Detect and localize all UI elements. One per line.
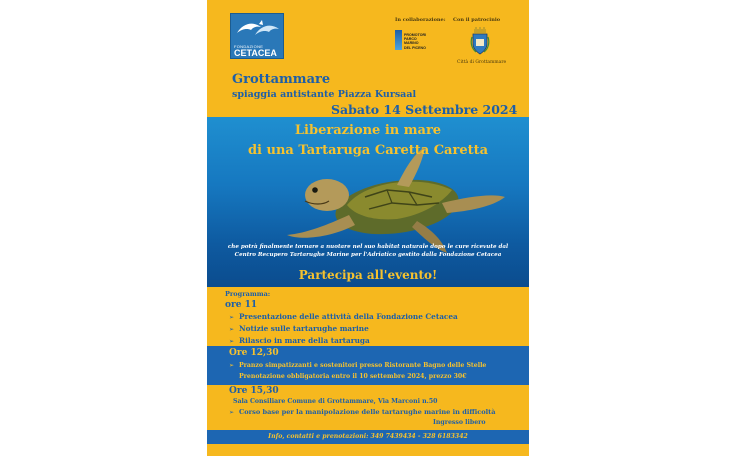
- participate-callout: Partecipa all'evento!: [298, 268, 438, 282]
- slot2-time: Ore 12,30: [229, 348, 279, 358]
- parco-marino-mark-icon: [395, 30, 402, 50]
- collab-logo-line: MARINO: [404, 41, 419, 46]
- logo-subtitle: FONDAZIONE: [234, 44, 264, 49]
- arrow-bullet-icon: ➢: [229, 338, 235, 345]
- program-item-text: Rilascio in mare della tartaruga: [239, 336, 370, 345]
- collaboration-label: In collaborazione:: [395, 17, 446, 23]
- program-item-text: Presentazione delle attività della Fondazione Cetacea: [239, 312, 458, 321]
- arrow-bullet-icon: ➢: [229, 362, 235, 369]
- description-line: Centro Recupero Tartarughe Marine per l'Adriatico gestito dalla Fondazione Cetacea: [234, 252, 502, 258]
- program-item: [229, 362, 486, 369]
- description-line: che potrà finalmente tornare a nuotare nel suo habitat naturale dopo le cure ricevute dal: [227, 244, 509, 250]
- collab-logo-line: DEL PICENO: [404, 45, 426, 50]
- event-title-line1: Liberazione in mare: [294, 123, 442, 138]
- slot3-time: Ore 15,30: [229, 386, 279, 396]
- patronage-label: Con il patrocinio: [453, 17, 501, 23]
- event-town: Grottammare: [232, 72, 331, 87]
- city-name: Città di Grottammare: [457, 60, 507, 65]
- slot1-time: ore 11: [225, 300, 258, 310]
- program-item-text: Corso base per la manipolazione delle tartarughe marine in difficoltà: [239, 408, 496, 416]
- arrow-bullet-icon: ➢: [229, 409, 235, 416]
- event-description: [215, 243, 521, 259]
- program-item: [229, 312, 458, 321]
- promotori-parco-logo: [395, 30, 431, 52]
- event-date: Sabato 14 Settembre 2024: [331, 102, 518, 117]
- event-title-line2: di una Tartaruga Caretta Caretta: [247, 143, 489, 158]
- program-label: Programma:: [225, 290, 271, 298]
- contacts-info: Info, contatti e prenotazioni: 349 7439434 - 328 6183342: [268, 433, 468, 440]
- fondazione-cetacea-logo: [230, 13, 284, 59]
- arrow-bullet-icon: ➢: [229, 326, 235, 333]
- reservation-note: Prenotazione obbligatoria entro il 10 settembre 2024, prezzo 30€: [239, 373, 467, 380]
- program-item-text: Notizie sulle tartarughe marine: [239, 324, 369, 333]
- logo-title: CETACEA: [234, 48, 277, 58]
- program-item: [229, 408, 495, 416]
- program-item: [229, 324, 369, 333]
- collab-logo-line: PROMOTORI: [404, 33, 427, 37]
- dolphins-icon: [235, 17, 281, 39]
- arrow-bullet-icon: ➢: [229, 314, 235, 321]
- city-crest-icon: [470, 27, 490, 55]
- program-item-text: Pranzo simpatizzanti e sostenitori presso Ristorante Bagno delle Stelle: [239, 362, 487, 369]
- event-poster: [207, 0, 529, 456]
- slot3-location: Sala Consiliare Comune di Grottammare, Via Marconi n.50: [233, 398, 438, 405]
- program-item: [229, 336, 370, 345]
- contacts-footer: [207, 430, 529, 444]
- event-place: spiaggia antistante Piazza Kursaal: [232, 89, 417, 100]
- lunch-section: [207, 346, 529, 385]
- free-entry-note: Ingresso libero: [433, 419, 486, 426]
- collab-logo-line: PARCO: [404, 37, 417, 42]
